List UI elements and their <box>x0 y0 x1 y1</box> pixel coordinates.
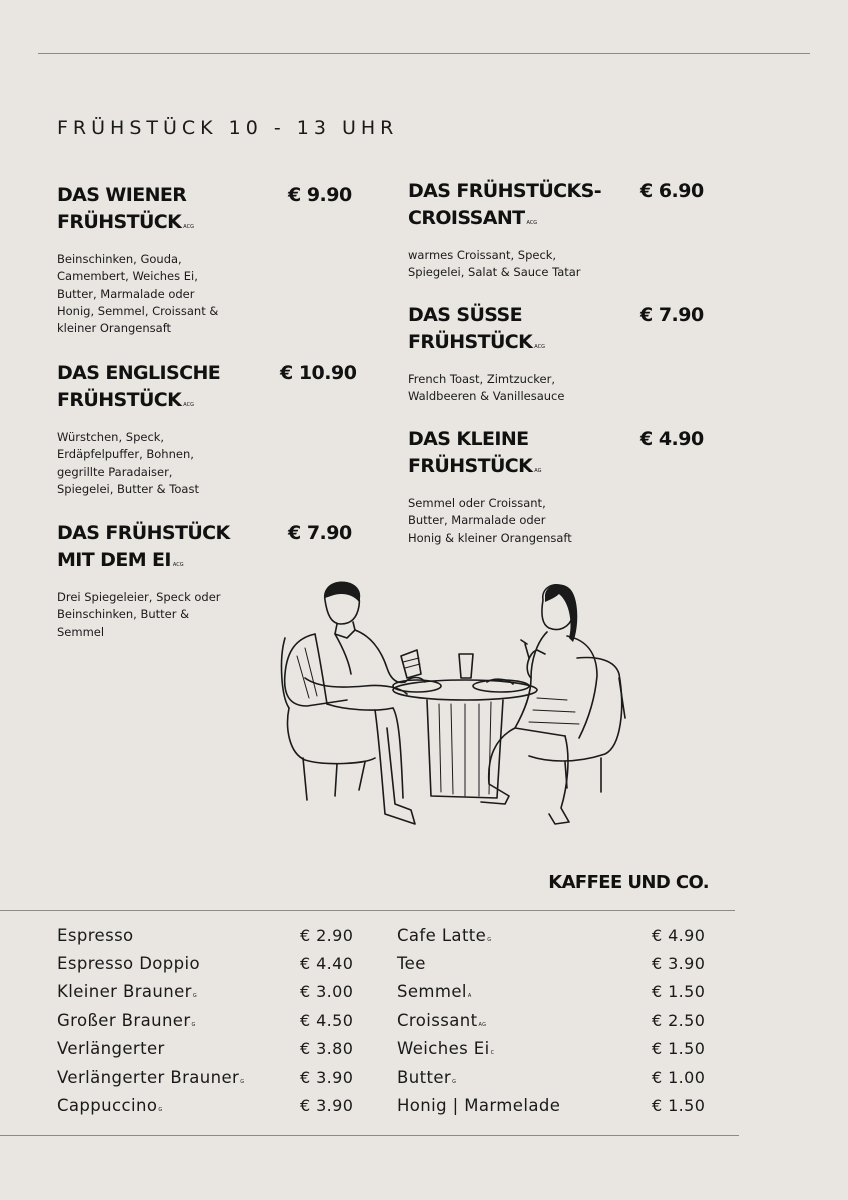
breakfast-item-price: € 6.90 <box>640 180 704 202</box>
allergen-code: G <box>192 993 198 999</box>
drink-name: Verlängerter <box>57 1039 165 1058</box>
allergen-code: G <box>191 1022 196 1028</box>
breakfast-item <box>408 302 708 406</box>
drink-name: Kleiner BraunerG <box>57 982 198 1001</box>
kaffee-top-divider <box>0 910 735 911</box>
allergen-code: ACG <box>183 224 194 230</box>
breakfast-item-name-line: CROISSANT ACG <box>408 207 538 229</box>
drink-row <box>397 926 717 954</box>
allergen-code: G <box>240 1079 245 1085</box>
drink-row <box>57 954 377 982</box>
allergen-code: AG <box>534 468 542 474</box>
breakfast-item-description: Semmel oder Croissant, Butter, Marmalade oder Honig & kleiner Orangensaft <box>408 496 572 545</box>
drink-row <box>397 954 717 982</box>
allergen-code: C <box>490 1050 495 1056</box>
breakfast-item-name-line: FRÜHSTÜCK ACG <box>57 211 194 233</box>
drink-row <box>57 1068 377 1096</box>
allergen-code: ACG <box>172 562 184 568</box>
drink-price: € 3.90 <box>300 1096 354 1115</box>
drink-row <box>57 982 377 1010</box>
breakfast-item-name-line: FRÜHSTÜCK ACG <box>408 331 545 353</box>
drink-row <box>57 1096 377 1124</box>
drink-name: ButterG <box>397 1068 457 1087</box>
breakfast-item-name-line: DAS FRÜHSTÜCK <box>57 522 230 544</box>
drink-row <box>397 1011 717 1039</box>
section-title-kaffee: KAFFEE UND CO. <box>548 872 709 893</box>
drink-price: € 4.50 <box>300 1011 354 1030</box>
drink-name: Verlängerter BraunerG <box>57 1068 245 1087</box>
drink-price: € 3.00 <box>300 982 354 1001</box>
allergen-code: ACG <box>183 402 194 408</box>
drink-price: € 1.50 <box>652 1096 706 1115</box>
drink-name: Honig | Marmelade <box>397 1096 561 1115</box>
breakfast-item-name-line: MIT DEM EI ACG <box>57 549 184 571</box>
drink-price: € 3.80 <box>300 1039 354 1058</box>
top-divider <box>38 53 810 54</box>
drink-row <box>57 1039 377 1067</box>
drink-price: € 2.50 <box>652 1011 706 1030</box>
breakfast-item-name-line: DAS ENGLISCHE <box>57 362 221 384</box>
allergen-code: G <box>452 1079 457 1085</box>
drink-price: € 1.50 <box>652 1039 706 1058</box>
drink-row <box>57 926 377 954</box>
section-title-fruehstueck: FRÜHSTÜCK 10 - 13 UHR <box>57 117 399 139</box>
drink-name: CappuccinoG <box>57 1096 163 1115</box>
breakfast-item-name-line: DAS FRÜHSTÜCKS- <box>408 180 602 202</box>
allergen-code: A <box>467 993 472 999</box>
breakfast-item-price: € 9.90 <box>288 184 352 206</box>
drink-price: € 3.90 <box>300 1068 354 1087</box>
breakfast-item <box>408 178 708 282</box>
breakfast-item-description: Drei Spiegeleier, Speck oder Beinschinken, Butter & Semmel <box>57 590 221 639</box>
drink-row <box>397 1096 717 1124</box>
allergen-code: AG <box>478 1022 487 1028</box>
drink-name: CroissantAG <box>397 1011 487 1030</box>
breakfast-item-description: Beinschinken, Gouda, Camembert, Weiches Ei, Butter, Marmalade oder Honig, Semmel, Croissant & kleiner Orangensaft <box>57 252 219 336</box>
breakfast-item-price: € 4.90 <box>640 428 704 450</box>
drink-price: € 2.90 <box>300 926 354 945</box>
drink-name: Espresso Doppio <box>57 954 201 973</box>
drink-price: € 3.90 <box>652 954 706 973</box>
breakfast-item-name-line: DAS WIENER <box>57 184 187 206</box>
drink-price: € 4.90 <box>652 926 706 945</box>
breakfast-item-price: € 10.90 <box>280 362 357 384</box>
breakfast-item-description: Würstchen, Speck, Erdäpfelpuffer, Bohnen, gegrillte Paradaiser, Spiegelei, Butter & Toast <box>57 430 199 496</box>
drink-price: € 4.40 <box>300 954 354 973</box>
breakfast-item <box>57 182 357 337</box>
allergen-code: G <box>487 937 492 943</box>
drink-row <box>397 982 717 1010</box>
breakfast-item-name-line: DAS KLEINE <box>408 428 529 450</box>
drink-name: Großer BraunerG <box>57 1011 196 1030</box>
drink-name: Espresso <box>57 926 134 945</box>
kaffee-bottom-divider <box>0 1135 739 1136</box>
breakfast-item-price: € 7.90 <box>640 304 704 326</box>
breakfast-item-name-line: FRÜHSTÜCK ACG <box>57 389 194 411</box>
drink-name: Cafe LatteG <box>397 926 492 945</box>
drink-row <box>57 1011 377 1039</box>
allergen-code: ACG <box>526 220 538 226</box>
breakfast-item <box>408 426 708 547</box>
breakfast-item-description: warmes Croissant, Speck, Spiegelei, Salat & Sauce Tatar <box>408 248 581 280</box>
allergen-code: G <box>158 1107 163 1113</box>
drink-name: SemmelA <box>397 982 472 1001</box>
breakfast-item <box>57 360 357 498</box>
breakfast-item-description: French Toast, Zimtzucker, Waldbeeren & Vanillesauce <box>408 372 565 404</box>
breakfast-item-price: € 7.90 <box>288 522 352 544</box>
drink-name: Tee <box>397 954 426 973</box>
drink-name: Weiches EiC <box>397 1039 495 1058</box>
couple-at-cafe-table-illustration <box>275 578 637 838</box>
drink-row <box>397 1039 717 1067</box>
allergen-code: ACG <box>534 344 545 350</box>
breakfast-item-name-line: FRÜHSTÜCK AG <box>408 455 542 477</box>
drink-price: € 1.50 <box>652 982 706 1001</box>
drink-row <box>397 1068 717 1096</box>
breakfast-item-name-line: DAS SÜSSE <box>408 304 522 326</box>
drink-price: € 1.00 <box>652 1068 706 1087</box>
